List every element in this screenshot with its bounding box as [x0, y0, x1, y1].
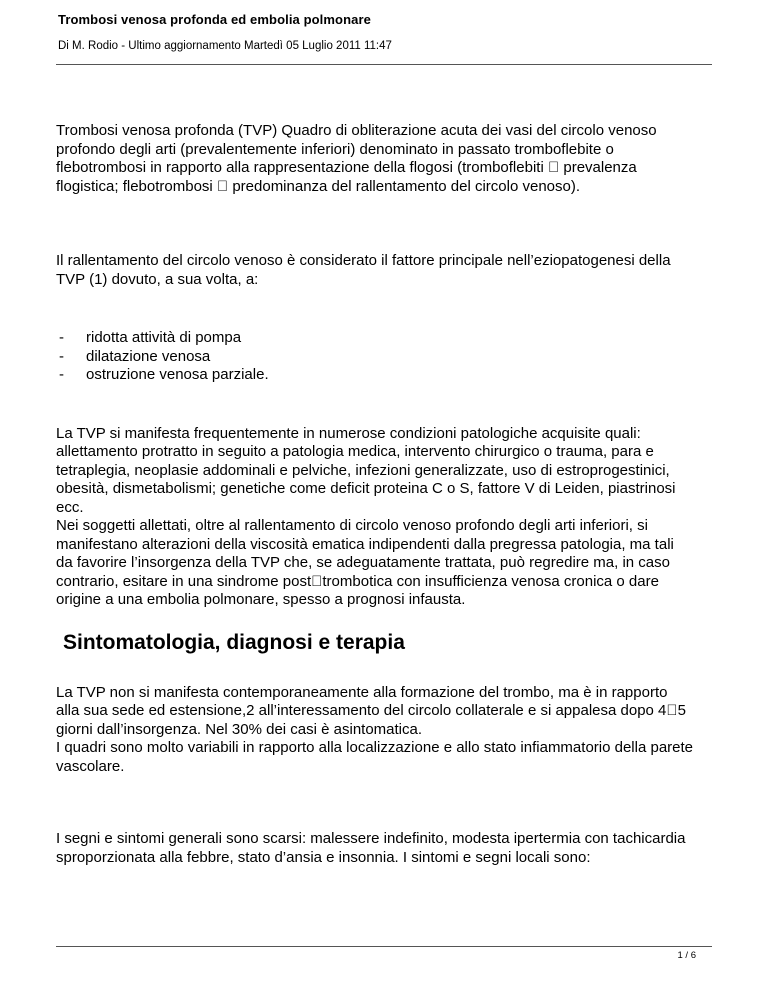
page-number: 1 / 6	[677, 950, 696, 961]
paragraph-intro: Trombosi venosa profonda (TVP) Quadro di obliterazione acuta dei vasi del circolo venoso profondo degli arti (prevalentemente inferiori) denominato in passato tromboflebite o flebotrombosi in rapporto alla rappresentazione della flogosi (tromboflebiti   prevalenza flogistica; flebotrombosi   predominanza del rallentamento del circolo venoso).	[56, 122, 657, 195]
list-item: - dilatazione venosa	[56, 348, 716, 367]
causes-list	[56, 329, 716, 385]
paragraph-onset: La TVP non si manifesta contemporaneamente alla formazione del trombo, ma è in rapporto alla sua sede ed estensione,2 all’interessamento del circolo collaterale e si appalesa dopo 4 5 giorni dall’insorgenza. Nel 30% dei casi è asintomatica.	[56, 683, 686, 738]
paragraph-conditions: La TVP si manifesta frequentemente in numerose condizioni patologiche acquisite quali: allettamento protratto in seguito a patologia medica, intervento chirurgico o trauma, para e tetraplegia, neoplasie addominali e pelviche, infezioni generalizzate, uso di estroprogestinici, obesità, dismetabolismi; genetiche come deficit proteina C o S, fattore V di Leiden, piastrinosi ecc.	[56, 424, 676, 516]
paragraph-causes: Il rallentamento del circolo venoso è considerato il fattore principale nell’eziopatogenesi della TVP (1) dovuto, a sua volta, a:	[56, 252, 671, 288]
article-body	[56, 122, 716, 867]
paragraph-bedridden: Nei soggetti allettati, oltre al rallentamento di circolo venoso profondo degli arti inferiori, si manifestano alterazioni della viscosità ematica indipendenti dalla pregressa patologia, ma tali da favorire l’insorgenza della TVP che, se adeguatamente trattata, può regredire ma, in caso contrario, esitare in una sindrome post trombotica con insufficienza venosa cronica o dare origine a una embolia polmonare, spesso a prognosi infausta.	[56, 517, 674, 608]
paragraph-symptoms: I segni e sintomi generali sono scarsi: malessere indefinito, modesta ipertermia con tachicardia sproporzionata alla febbre, stato d’ansia e insonnia. I sintomi e segni locali sono:	[56, 830, 686, 866]
document-title: Trombosi venosa profonda ed embolia polmonare	[58, 12, 371, 27]
paragraph-variability: I quadri sono molto variabili in rapporto alla localizzazione e allo stato infiammatorio della parete vascolare.	[56, 739, 694, 775]
list-item: - ostruzione venosa parziale.	[56, 366, 716, 385]
section-heading: Sintomatologia, diagnosi e terapia	[63, 630, 405, 654]
author-date-line: Di M. Rodio - Ultimo aggiornamento Martedì 05 Luglio 2011 11:47	[58, 40, 392, 52]
header-divider	[56, 64, 712, 65]
list-item: - ridotta attività di pompa	[56, 329, 716, 348]
footer-divider	[56, 946, 712, 947]
